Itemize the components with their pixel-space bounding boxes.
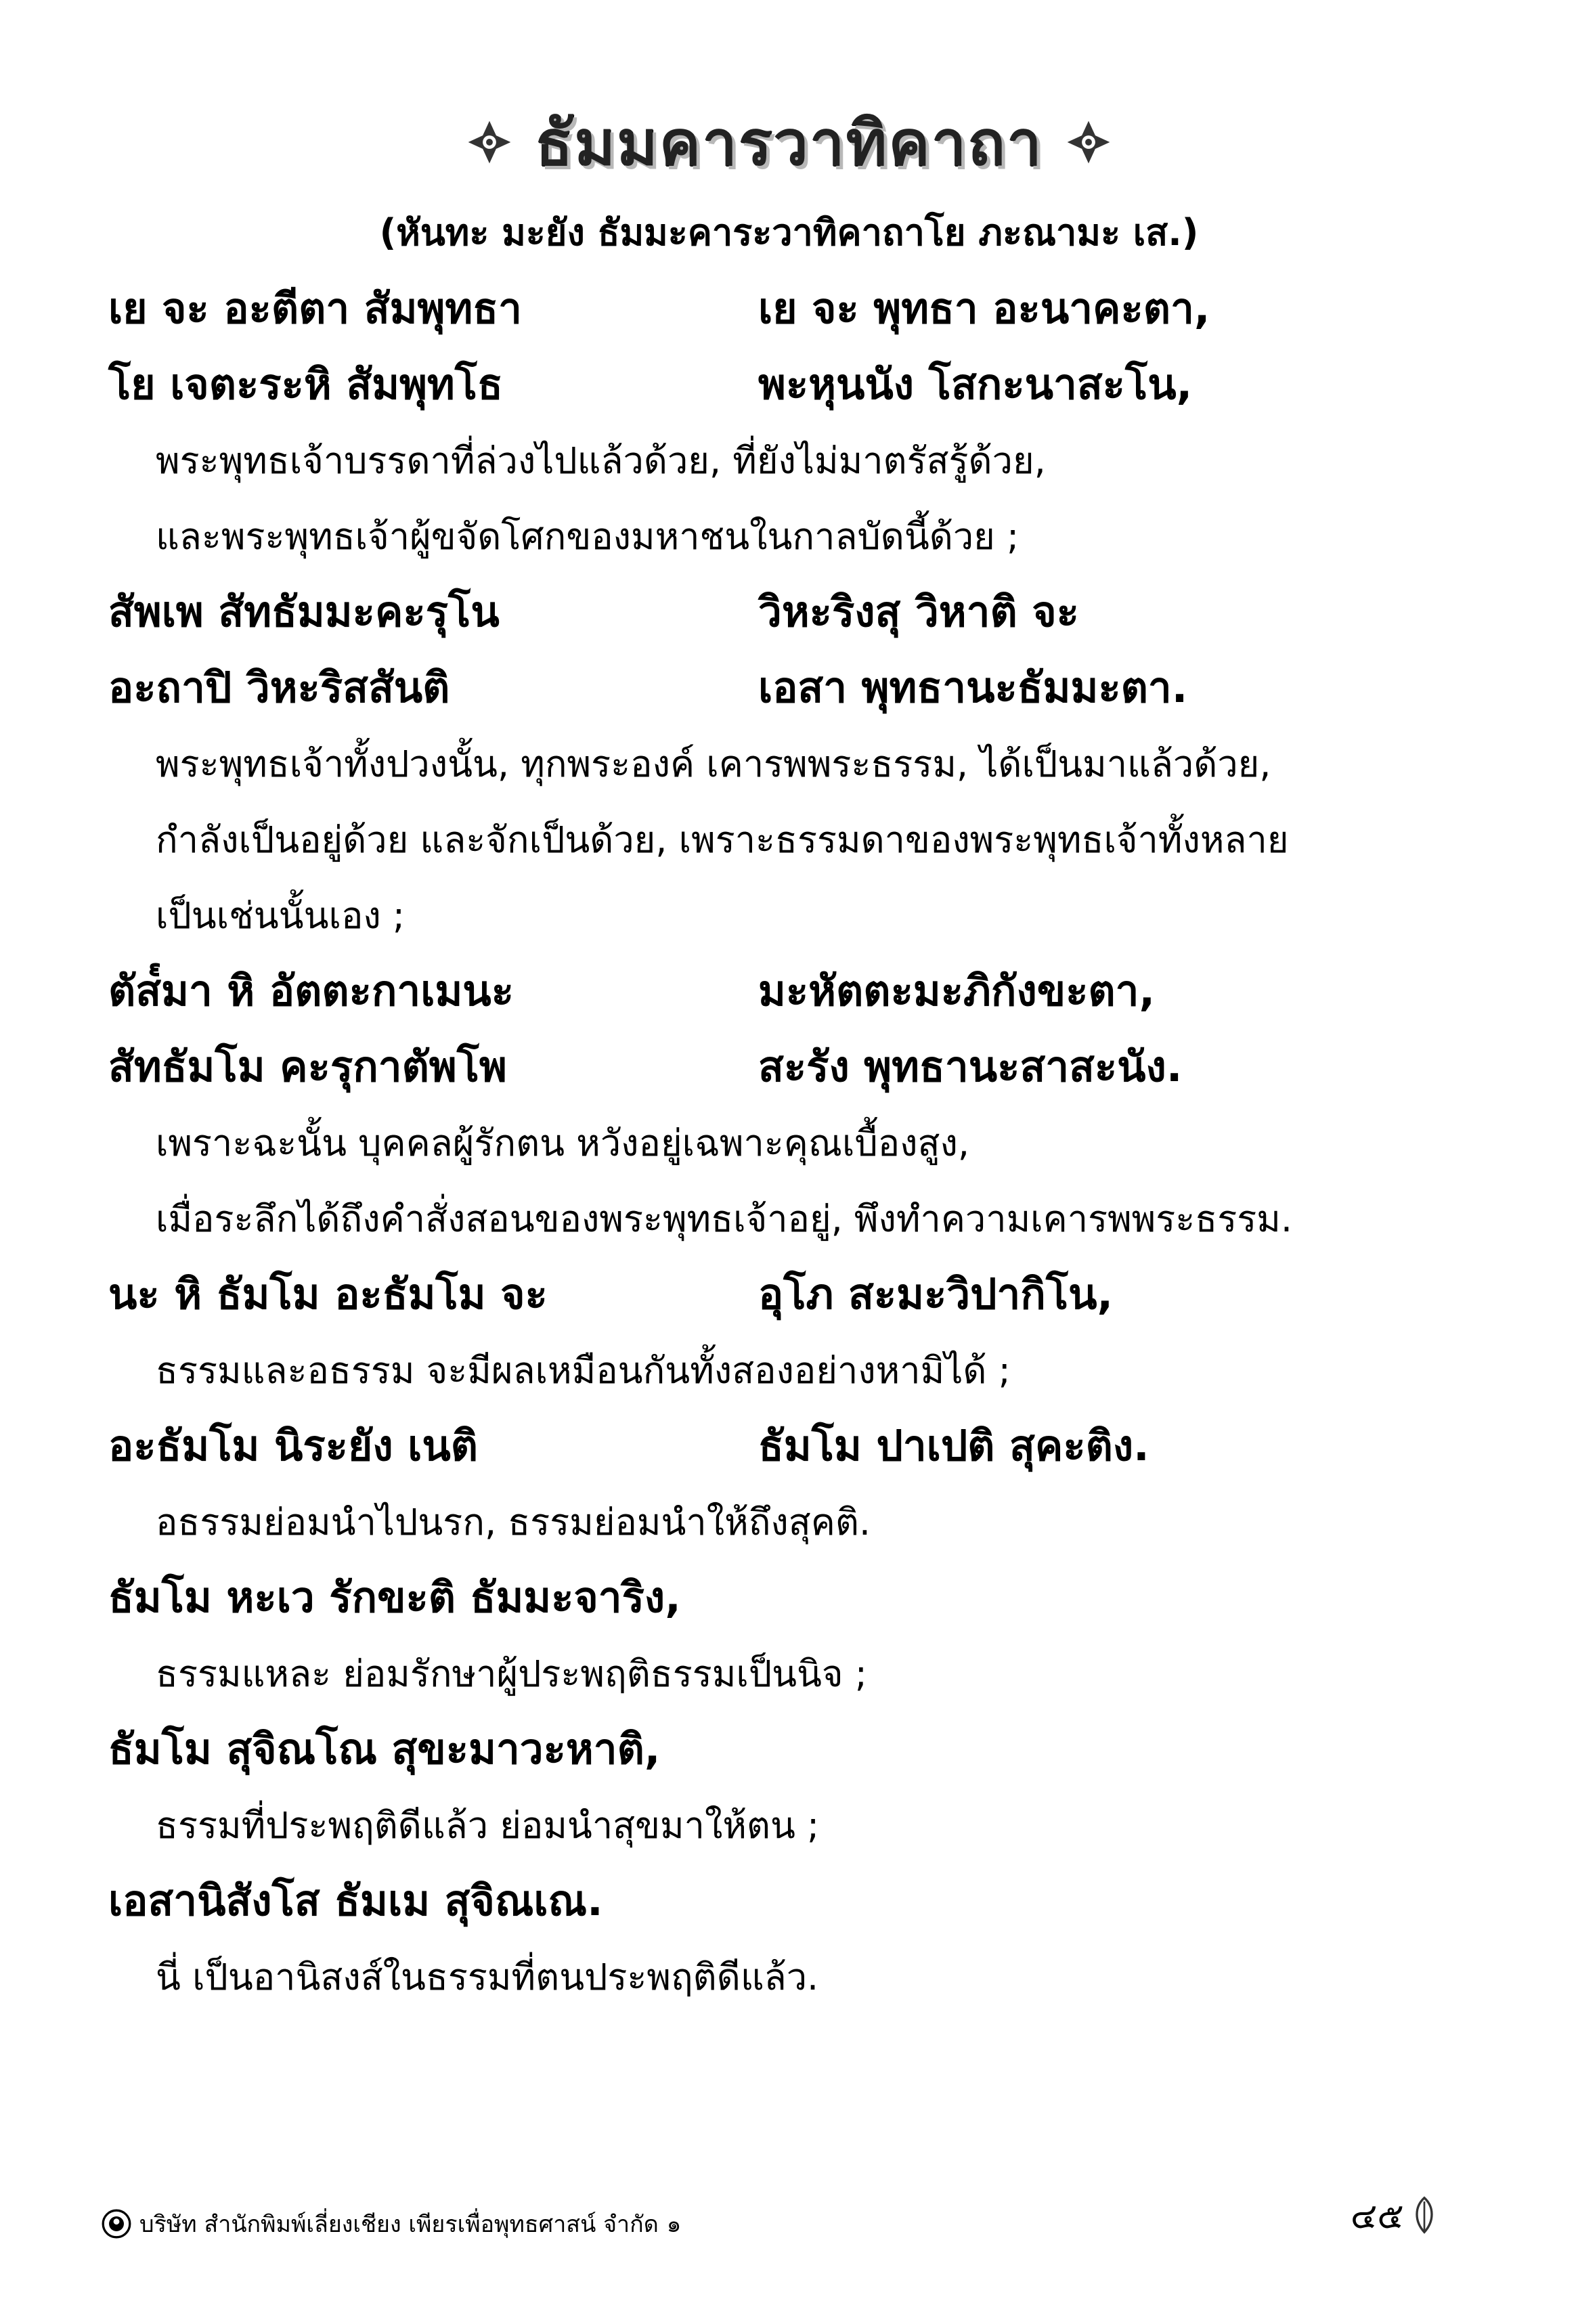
thai-translation-line: พระพุทธเจ้าทั้งปวงนั้น, ทุกพระองค์ เคารพพระธรรม, ได้เป็นมาแล้วด้วย,: [156, 743, 1271, 785]
pali-verse-first-half: นะ หิ ธัมโม อะธัมโม จะ: [108, 1269, 548, 1319]
publisher-mark: ๑: [666, 2211, 682, 2238]
thai-translation-line: ธรรมที่ประพฤติดีแล้ว ย่อมนำสุขมาให้ตน ;: [156, 1804, 820, 1847]
thai-translation-line: เป็นเช่นนั้นเอง ;: [156, 894, 406, 937]
pali-verse-line: [108, 1256, 1469, 1332]
publisher-footer: [102, 2204, 681, 2244]
pali-verse-first-half: อะถาปิ วิหะริสสันติ: [108, 663, 450, 712]
pali-verse-line: [108, 347, 1469, 422]
thai-translation-line: พระพุทธเจ้าบรรดาที่ล่วงไปแล้วด้วย, ที่ยังไม่มาตรัสรู้ด้วย,: [156, 439, 1046, 482]
thai-translation-line: เพราะฉะนั้น บุคคลผู้รักตน หวังอยู่เฉพาะคุณเบื้องสูง,: [156, 1122, 970, 1164]
thai-floral-ornament-icon: [1066, 120, 1111, 165]
pali-verse-first-half: เย จะ อะตีตา สัมพุทธา: [108, 284, 522, 333]
pali-verse-first-half: สัทธัมโม คะรุกาตัพโพ: [108, 1042, 507, 1091]
leaf-ornament-icon: [1411, 2196, 1438, 2234]
chant-invitation: (หันทะ มะยัง ธัมมะคาระวาทิคาถาโย ภะณามะ เส.): [379, 211, 1199, 254]
thai-translation-line: กำลังเป็นอยู่ด้วย และจักเป็นด้วย, เพราะธรรมดาของพระพุทธเจ้าทั้งหลาย: [156, 818, 1289, 861]
pali-verse-line: [108, 1408, 1469, 1484]
pali-verse-second-half: เอสา พุทธานะธัมมะตา.: [758, 663, 1188, 712]
pali-verse-line: [108, 574, 1469, 650]
pali-verse-second-half: วิหะริงสุ วิหาติ จะ: [758, 587, 1079, 636]
title-row: [0, 95, 1578, 190]
pali-verse-first-half: เอสานิสังโส ธัมเม สุจิณเณ.: [108, 1876, 603, 1925]
thai-translation-line: และพระพุทธเจ้าผู้ขจัดโศกของมหาชนในกาลบัดนี้ด้วย ;: [156, 515, 1020, 558]
pali-verse-first-half: ตัส๎มา หิ อัตตะกาเมนะ: [108, 966, 514, 1015]
pali-verse-first-half: สัพเพ สัทธัมมะคะรุโน: [108, 587, 500, 636]
pali-verse-second-half: สะรัง พุทธานะสาสะนัง.: [758, 1042, 1183, 1091]
pali-verse-second-half: เย จะ พุทธา อะนาคะตา,: [758, 284, 1210, 333]
page-title: ธัมมคารวาทิคาถา: [535, 106, 1043, 179]
pali-verse-line: [108, 650, 1469, 726]
thai-floral-ornament-icon: [467, 120, 512, 165]
pali-verse-second-half: ธัมโม ปาเปติ สุคะติง.: [758, 1421, 1149, 1470]
page-number-area: [1351, 2188, 1438, 2242]
page-number: ๔๕: [1351, 2195, 1404, 2237]
pali-verse-second-half: พะหุนนัง โสกะนาสะโน,: [758, 359, 1193, 409]
verse-content: [108, 271, 1469, 2015]
pali-verse-line: [108, 1029, 1469, 1105]
thai-translation-line: ธรรมและอธรรม จะมีผลเหมือนกันทั้งสองอย่างหามิได้ ;: [156, 1349, 1011, 1392]
thai-translation-line: ธรรมแหละ ย่อมรักษาผู้ประพฤติธรรมเป็นนิจ ;: [156, 1652, 867, 1695]
publisher-name: บริษัท สำนักพิมพ์เลี่ยงเชียง เพียรเพื่อพุทธศาสน์ จำกัด: [139, 2211, 659, 2238]
pali-verse-line: [108, 1863, 1469, 1939]
pali-verse-second-half: มะหัตตะมะภิกังขะตา,: [758, 966, 1156, 1015]
thai-translation-line: อธรรมย่อมนำไปนรก, ธรรมย่อมนำให้ถึงสุคติ.: [156, 1501, 871, 1543]
pali-verse-line: [108, 953, 1469, 1029]
thai-translation-line: เมื่อระลึกได้ถึงคำสั่งสอนของพระพุทธเจ้าอยู่, พึงทำความเคารพพระธรรม.: [156, 1198, 1293, 1240]
pali-verse-first-half: โย เจตะระหิ สัมพุทโธ: [108, 359, 503, 409]
pali-verse-line: [108, 271, 1469, 347]
pali-verse-first-half: อะธัมโม นิระยัง เนติ: [108, 1421, 479, 1470]
pali-verse-line: [108, 1711, 1469, 1787]
pali-verse-line: [108, 1560, 1469, 1636]
pali-verse-second-half: อุโภ สะมะวิปากิโน,: [758, 1269, 1114, 1319]
publisher-logo-icon: [102, 2209, 131, 2239]
thai-translation-line: นี่ เป็นอานิสงส์ในธรรมที่ตนประพฤติดีแล้ว.: [156, 1956, 819, 1998]
pali-verse-first-half: ธัมโม สุจิณโณ สุขะมาวะหาติ,: [108, 1724, 661, 1774]
pali-verse-first-half: ธัมโม หะเว รักขะติ ธัมมะจาริง,: [108, 1573, 681, 1622]
